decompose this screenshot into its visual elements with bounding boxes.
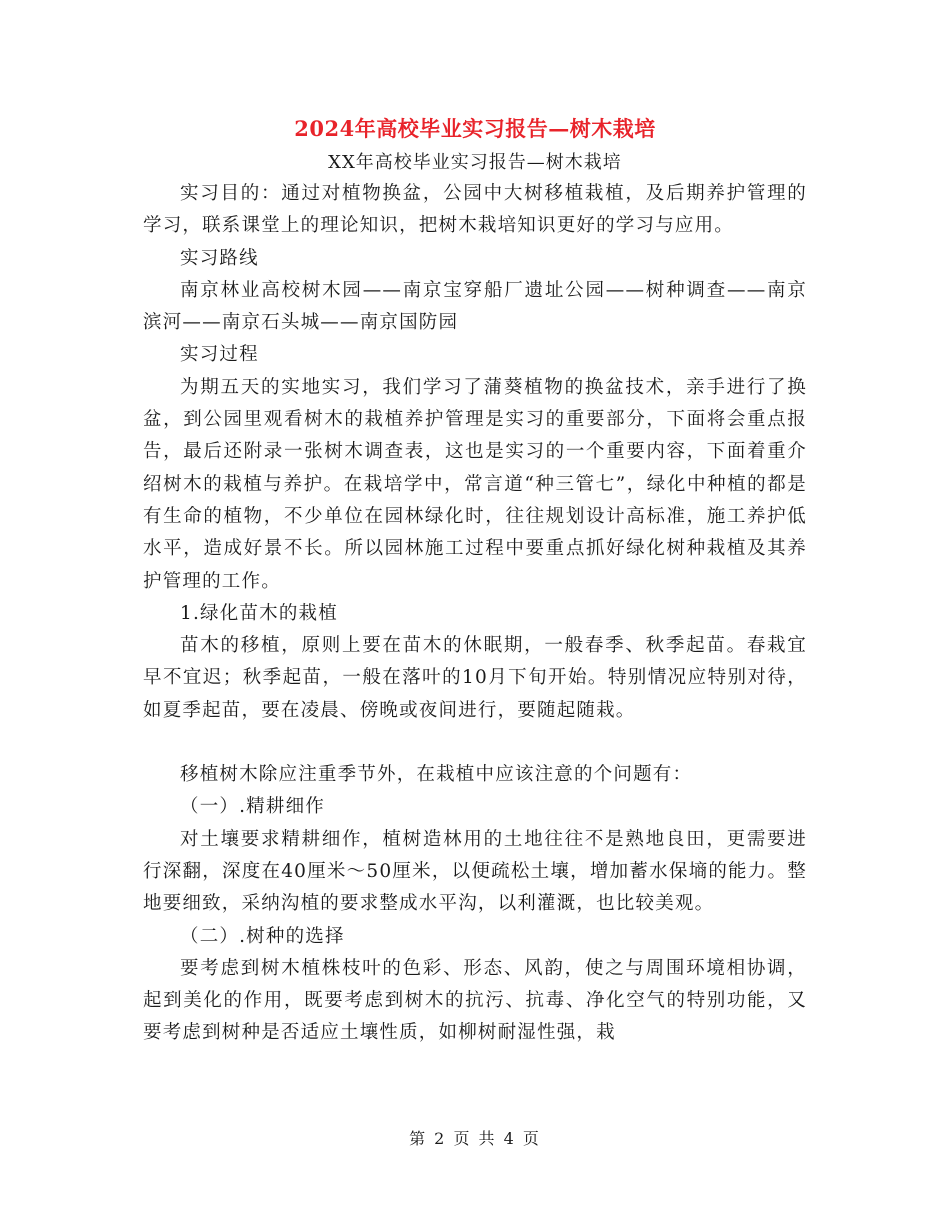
paragraph-species: 要考虑到树木植株枝叶的色彩、形态、风韵，使之与周围环境相协调，起到美化的作用，既要考虑到树木的抗污、抗毒、净化空气的特别功能，又要考虑到树种是否适应土壤性质，如柳树耐湿性强，栽 [143, 957, 807, 1044]
paragraph-process: 为期五天的实地实习，我们学习了蒲葵植物的换盆技术，亲手进行了换盆，到公园里观看树木的栽植养护管理是实习的重要部分，下面将会重点报告，最后还附录一张树木调查表，这也是实习的一个重要内容，下面着重介绍树木的栽植与养护。在栽培学中，常言道“种三管七”，绿化中种植的都是有生命的植物，不少单位在园林绿化时，往往规划设计高标准，施工养护低水平，造成好景不长。所以园林施工过程中要重点抓好绿化树种栽植及其养护管理的工作。 [143, 376, 807, 592]
page-number-footer: 第 2 页 共 4 页 [409, 1129, 541, 1148]
document-subtitle: XX年高校毕业实习报告—树木栽培 [328, 152, 622, 173]
paragraph-issues-intro: 移植树木除应注重季节外，在栽植中应该注意的个问题有： [180, 764, 693, 786]
section-heading-planting: 1.绿化苗木的栽植 [180, 602, 338, 624]
paragraph-route-heading: 实习路线 [180, 247, 259, 269]
paragraph-transplant-season: 苗木的移植，原则上要在苗木的休眠期，一般春季、秋季起苗。春栽宜早不宜迟；秋季起苗，一般在落叶的10月下旬开始。特别情况应特别对待，如夏季起苗，要在凌晨、傍晚或夜间进行，要随起随栽。 [143, 635, 807, 721]
paragraph-process-heading: 实习过程 [180, 344, 259, 366]
document-body [143, 178, 807, 1050]
paragraph-purpose: 实习目的：通过对植物换盆，公园中大树移植栽植，及后期养护管理的学习，联系课堂上的理论知识，把树木栽培知识更好的学习与应用。 [143, 183, 807, 237]
subsection-heading-tillage: （一）.精耕细作 [180, 796, 325, 818]
document-title: 2024年高校毕业实习报告—树木栽培 [294, 116, 656, 141]
paragraph-tillage: 对土壤要求精耕细作，植树造林用的土地往往不是熟地良田，更需要进行深翻，深度在40厘米～50厘米，以便疏松土壤，增加蓄水保墒的能力。整地要细致，采纳沟植的要求整成水平沟，以利灌溉，也比较美观。 [143, 828, 807, 915]
subsection-heading-species: （二）.树种的选择 [180, 925, 345, 947]
paragraph-route: 南京林业高校树木园——南京宝穿船厂遗址公园——树种调查——南京滨河——南京石头城——南京国防园 [143, 279, 807, 334]
